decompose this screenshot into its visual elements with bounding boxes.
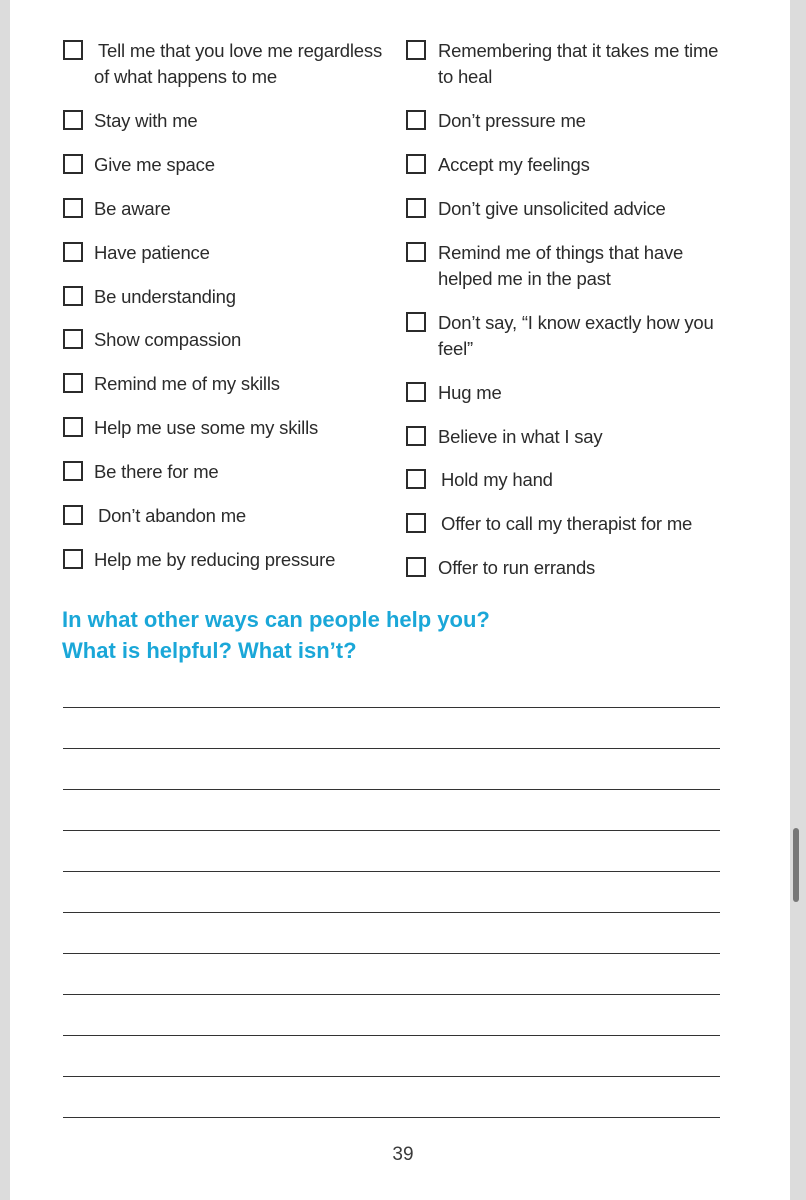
checkbox-label: Show compassion	[94, 329, 242, 350]
checkbox-label: Remind me of things that have helped me in the past	[438, 242, 684, 289]
checkbox-label: Give me space	[94, 154, 215, 175]
answer-line[interactable]	[63, 748, 720, 749]
checkbox-label: Stay with me	[94, 110, 198, 131]
checkbox-label: Accept my feelings	[438, 154, 590, 175]
question-line-1: In what other ways can people help you?	[62, 607, 490, 632]
scrollbar-thumb[interactable]	[793, 828, 799, 902]
checkbox-label: Tell me that you love me regardless of what happens to me	[94, 40, 382, 87]
page-number: 39	[392, 1144, 414, 1165]
answer-line[interactable]	[63, 912, 720, 913]
checkbox-label: Help me by reducing pressure	[94, 549, 336, 570]
answer-line[interactable]	[63, 994, 720, 995]
answer-line[interactable]	[63, 1076, 720, 1077]
answer-lines	[10, 0, 790, 1130]
checkbox-label: Hug me	[438, 382, 502, 403]
checkbox-label: Be understanding	[94, 286, 236, 307]
checkbox-label: Don’t pressure me	[438, 110, 586, 131]
checkbox-label: Be there for me	[94, 461, 219, 482]
answer-line[interactable]	[63, 1035, 720, 1036]
checkbox-label: Remind me of my skills	[94, 373, 280, 394]
checkbox-label: Offer to run errands	[438, 557, 596, 578]
checkbox-label: Remembering that it takes me time to heal	[438, 40, 719, 87]
checkbox-label: Don’t give unsolicited advice	[438, 198, 666, 219]
checkbox-label: Hold my hand	[441, 469, 553, 490]
answer-line[interactable]	[63, 830, 720, 831]
answer-line[interactable]	[63, 789, 720, 790]
checkbox-label: Help me use some my skills	[94, 417, 319, 438]
checkbox-label: Offer to call my therapist for me	[441, 513, 693, 534]
question-line-2: What is helpful? What isn’t?	[62, 638, 357, 663]
answer-line[interactable]	[63, 707, 720, 708]
answer-line[interactable]	[63, 871, 720, 872]
worksheet-page	[10, 0, 790, 1200]
checkbox-label: Have patience	[94, 242, 210, 263]
checkbox-label: Believe in what I say	[438, 426, 603, 447]
answer-line[interactable]	[63, 953, 720, 954]
checkbox-label: Be aware	[94, 198, 171, 219]
checkbox-label: Don’t say, “I know exactly how you feel”	[438, 312, 714, 359]
checkbox-label: Don’t abandon me	[98, 505, 246, 526]
answer-line[interactable]	[63, 1117, 720, 1118]
